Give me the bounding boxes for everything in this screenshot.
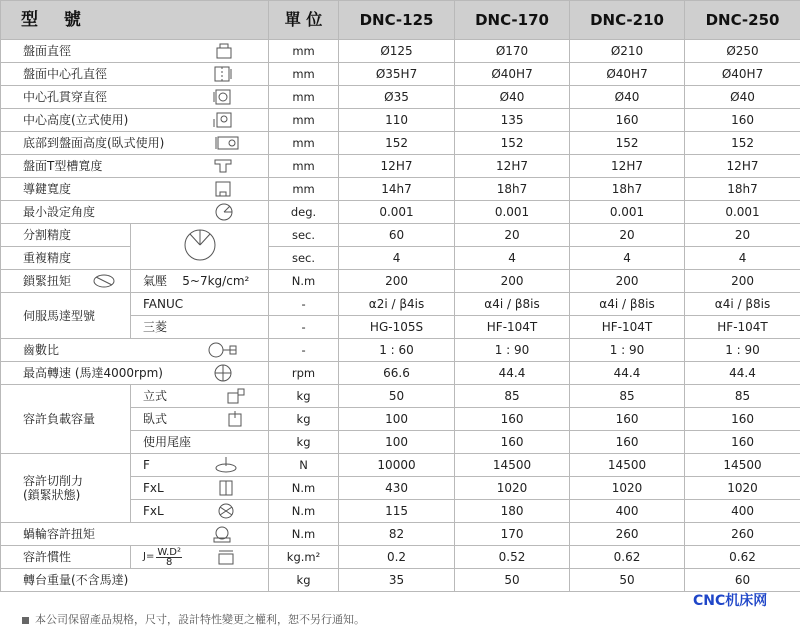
table-row: 分割精度 sec. 60 20 20 20 xyxy=(1,224,800,247)
header-row xyxy=(1,1,800,40)
speed-icon xyxy=(212,364,234,382)
table-diameter-icon xyxy=(214,42,234,60)
horizontal-load-icon xyxy=(224,410,248,428)
table-row: 蝸輪容許扭矩 N.m 82 170 260 260 xyxy=(1,523,800,546)
pressure-cell: 氣壓 5~7kg/cm² xyxy=(131,270,269,293)
table-row: 臥式 kg 100 160 160 160 xyxy=(1,408,800,431)
row-label: 蝸輪容許扭矩 xyxy=(1,523,269,546)
worm-torque-icon xyxy=(210,525,234,543)
row-label: 齒數比 xyxy=(1,339,269,362)
table-row: 三菱 - HG-105S HF-104T HF-104T HF-104T xyxy=(1,316,800,339)
header-model-170: DNC-170 xyxy=(455,1,570,40)
row-label: 導鍵寬度 xyxy=(1,178,269,201)
row-label: 最小設定角度 xyxy=(1,201,269,224)
center-hole-icon xyxy=(212,65,234,83)
table-row: 容許切削力 (鎖緊狀態) F N 10000 14500 14500 14500 xyxy=(1,454,800,477)
table-row: 最高轉速 (馬達4000rpm) rpm 66.6 44.4 44.4 44.4 xyxy=(1,362,800,385)
table-row: 重複精度 sec. 4 4 4 4 xyxy=(1,247,800,270)
table-row: 底部到盤面高度(臥式使用) mm 152 152 152 152 xyxy=(1,132,800,155)
row-label: 中心孔貫穿直徑 xyxy=(1,86,269,109)
header-model-label: 型 號 xyxy=(1,1,269,40)
table-row: 盤面T型槽寬度 mm 12H7 12H7 12H7 12H7 xyxy=(1,155,800,178)
row-label: 盤面直徑 xyxy=(1,40,269,63)
center-height-icon xyxy=(212,111,234,129)
table-row: 容許慣性 J= $\frac{\text{W.D²}}{8}$ kg.m² 0.2 0.52 0.62 0.62 xyxy=(1,546,800,569)
row-label: 鎖緊扭矩 xyxy=(1,270,131,293)
table-row: 容許負載容量 立式 kg 50 85 85 85 xyxy=(1,385,800,408)
force-sub-cell: F xyxy=(131,454,269,477)
header-model-125: DNC-125 xyxy=(339,1,455,40)
force-sub-cell: FxL xyxy=(131,477,269,500)
table-row: 鎖緊扭矩 氣壓 5~7kg/cm² N.m 200 200 200 200 xyxy=(1,270,800,293)
through-hole-icon xyxy=(212,88,234,106)
header-unit-label: 單 位 xyxy=(269,1,339,40)
guide-key-icon xyxy=(212,180,234,198)
force-sub-cell: FxL xyxy=(131,500,269,523)
table-row: FxL N.m 115 180 400 400 xyxy=(1,500,800,523)
footnote: 本公司保留產品規格，尺寸，設計特性變更之權利，恕不另行通知。 xyxy=(22,611,365,627)
inertia-formula-cell xyxy=(131,546,269,569)
accuracy-icon-cell xyxy=(131,224,269,270)
cutting-force-label: 容許切削力 (鎖緊狀態) xyxy=(1,454,131,523)
table-row: 盤面直徑 mm Ø125 Ø170 Ø210 Ø250 xyxy=(1,40,800,63)
force-icon xyxy=(214,456,238,474)
row-label: 盤面中心孔直徑 xyxy=(1,63,269,86)
inertia-icon xyxy=(214,548,238,566)
watermark: CNC机床网 xyxy=(693,593,768,609)
header-model-210: DNC-210 xyxy=(570,1,685,40)
inertia-formula: J= $\frac{\text{W.D²}}{8}$ xyxy=(143,546,181,568)
t-slot-icon xyxy=(212,157,234,175)
row-label: 底部到盤面高度(臥式使用) xyxy=(1,132,269,155)
vertical-load-icon xyxy=(224,387,248,405)
table-row: 使用尾座 kg 100 160 160 160 xyxy=(1,431,800,454)
table-row: 最小設定角度 deg. 0.001 0.001 0.001 0.001 xyxy=(1,201,800,224)
clamp-torque-icon xyxy=(92,272,116,290)
row-label: 最高轉速 (馬達4000rpm) xyxy=(1,362,269,385)
bottom-height-icon xyxy=(214,134,240,152)
moment-vertical-icon xyxy=(214,479,238,497)
table-row: 盤面中心孔直徑 mm Ø35H7 Ø40H7 Ø40H7 Ø40H7 xyxy=(1,63,800,86)
table-row: 中心高度(立式使用) mm 110 135 160 160 xyxy=(1,109,800,132)
square-bullet-icon xyxy=(22,617,29,624)
table-row: FxL N.m 430 1020 1020 1020 xyxy=(1,477,800,500)
table-row: 伺服馬達型號 FANUC - α2i / β4is α4i / β8is α4i / β8is α4i / β8is xyxy=(1,293,800,316)
indexing-accuracy-icon xyxy=(182,227,218,263)
header-model-250: DNC-250 xyxy=(685,1,800,40)
table-row: 導鍵寬度 mm 14h7 18h7 18h7 18h7 xyxy=(1,178,800,201)
moment-horizontal-icon xyxy=(214,502,238,520)
angle-icon xyxy=(212,202,236,222)
row-label: 盤面T型槽寬度 xyxy=(1,155,269,178)
table-row: 齒數比 - 1 : 60 1 : 90 1 : 90 1 : 90 xyxy=(1,339,800,362)
table-row: 中心孔貫穿直徑 mm Ø35 Ø40 Ø40 Ø40 xyxy=(1,86,800,109)
load-sub-cell: 臥式 xyxy=(131,408,269,431)
load-sub-cell: 立式 xyxy=(131,385,269,408)
table-row: 轉台重量(不含馬達) kg 35 50 50 60 xyxy=(1,569,800,592)
gear-ratio-icon xyxy=(206,341,240,359)
row-label: 中心高度(立式使用) xyxy=(1,109,269,132)
